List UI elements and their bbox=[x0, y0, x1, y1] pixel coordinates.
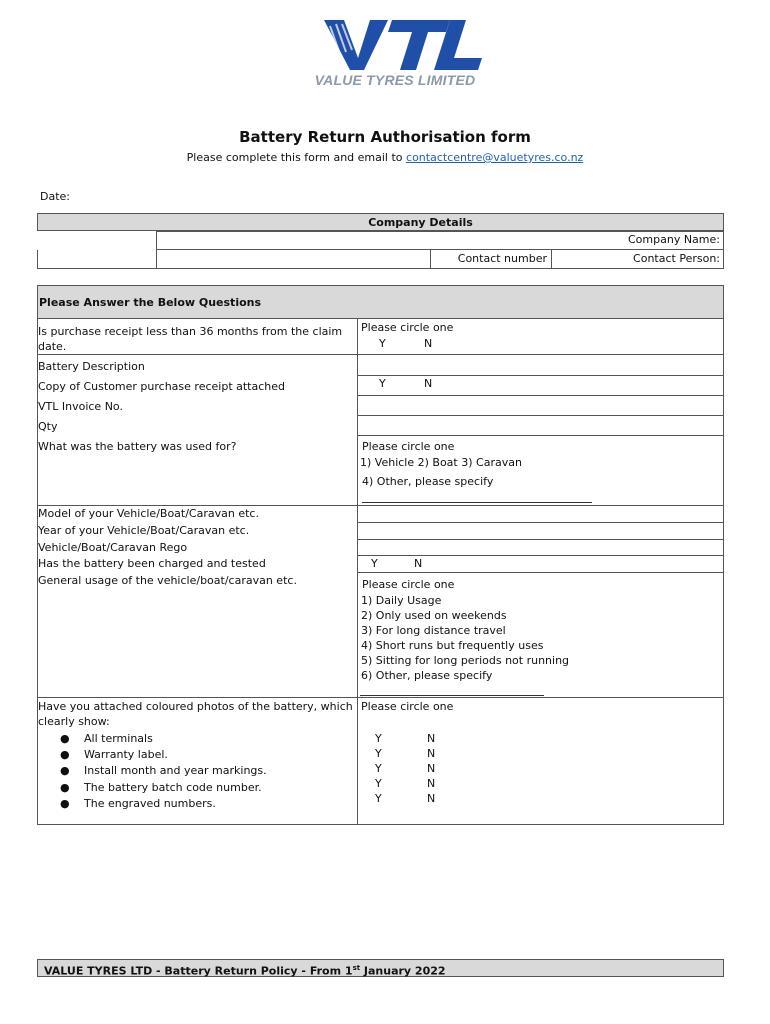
photo-item-label: All terminals bbox=[84, 732, 153, 745]
used-for-circle-label: Please circle one bbox=[362, 440, 455, 453]
row-divider bbox=[358, 572, 723, 573]
photo-item-label: The engraved numbers. bbox=[84, 796, 216, 810]
usage-option-3[interactable]: 3) For long distance travel bbox=[361, 624, 506, 637]
vtl-logo-graphic bbox=[300, 14, 490, 74]
bullet-icon: ● bbox=[60, 748, 70, 762]
row-divider bbox=[358, 435, 723, 436]
battery-description-field[interactable] bbox=[358, 355, 724, 375]
footer-text-end: January 2022 bbox=[360, 964, 446, 978]
photos-question bbox=[38, 699, 353, 729]
usage-option-5[interactable]: 5) Sitting for long periods not running bbox=[361, 654, 570, 667]
receipt-circle-label: Please circle one bbox=[361, 321, 454, 334]
photos-question-line1: Have you attached coloured photos of the battery, which bbox=[38, 700, 353, 713]
subtitle-text: Please complete this form and email to bbox=[186, 151, 407, 164]
photo-item bbox=[38, 796, 356, 812]
row-divider bbox=[358, 375, 723, 376]
year-field[interactable] bbox=[358, 523, 724, 539]
model-field[interactable] bbox=[358, 506, 724, 523]
photo-item-label: The battery batch code number. bbox=[84, 780, 262, 794]
receipt-question-line1: Is purchase receipt less than 36 months from the claim bbox=[38, 325, 343, 338]
usage-option-6[interactable]: 6) Other, please specify bbox=[361, 669, 493, 682]
receipt-attached-no[interactable]: N bbox=[424, 377, 433, 390]
company-details-heading: Company Details bbox=[37, 213, 724, 231]
photo-install-yes[interactable]: Y bbox=[375, 762, 382, 775]
used-for-options[interactable]: 1) Vehicle 2) Boat 3) Caravan bbox=[360, 456, 522, 469]
qty-label: Qty bbox=[38, 420, 58, 433]
policy-footer bbox=[37, 959, 724, 977]
row-divider bbox=[38, 697, 723, 698]
photos-circle-label: Please circle one bbox=[361, 700, 454, 713]
usage-question: General usage of the vehicle/boat/caravan etc. bbox=[38, 574, 297, 587]
rego-label: Vehicle/Boat/Caravan Rego bbox=[38, 541, 188, 554]
receipt-question bbox=[38, 324, 342, 354]
receipt-question-line2: date. bbox=[38, 340, 67, 353]
photo-item-list bbox=[38, 731, 356, 812]
receipt-attached-yes[interactable]: Y bbox=[379, 377, 386, 390]
photo-yes-column bbox=[375, 731, 382, 806]
date-label: Date: bbox=[40, 190, 70, 203]
contact-person-field[interactable] bbox=[157, 250, 430, 268]
bullet-icon: ● bbox=[60, 732, 70, 745]
charged-tested-no[interactable]: N bbox=[414, 557, 423, 570]
charged-tested-yes[interactable]: Y bbox=[371, 557, 378, 570]
form-subtitle bbox=[0, 151, 770, 164]
bullet-icon: ● bbox=[60, 796, 70, 810]
battery-description-label: Battery Description bbox=[38, 360, 145, 373]
used-for-specify-line[interactable] bbox=[362, 502, 592, 503]
receipt-yes[interactable]: Y bbox=[379, 337, 386, 350]
photo-item-label: Warranty label. bbox=[84, 748, 168, 762]
model-label: Model of your Vehicle/Boat/Caravan etc. bbox=[38, 507, 259, 520]
charged-tested-label: Has the battery been charged and tested bbox=[38, 557, 266, 570]
photo-item bbox=[38, 747, 356, 763]
logo-caption: VALUE TYRES LIMITED bbox=[314, 72, 476, 88]
photo-terminals-yes[interactable]: Y bbox=[375, 732, 382, 745]
qty-field[interactable] bbox=[358, 416, 724, 435]
usage-option-1[interactable]: 1) Daily Usage bbox=[361, 594, 442, 607]
photo-install-no[interactable]: N bbox=[427, 762, 436, 775]
photo-item bbox=[38, 780, 356, 796]
receipt-attached-label: Copy of Customer purchase receipt attached bbox=[38, 380, 286, 393]
photo-engraved-yes[interactable]: Y bbox=[375, 792, 382, 805]
photo-item-label: Install month and year markings. bbox=[84, 764, 267, 778]
invoice-label: VTL Invoice No. bbox=[38, 400, 123, 413]
row-divider bbox=[358, 555, 723, 556]
invoice-field[interactable] bbox=[358, 396, 724, 415]
questions-table bbox=[37, 319, 724, 825]
photo-item bbox=[38, 731, 356, 747]
photo-no-column bbox=[427, 731, 435, 806]
year-label: Year of your Vehicle/Boat/Caravan etc. bbox=[38, 524, 250, 537]
company-name-row bbox=[37, 231, 724, 250]
company-name-label: Company Name: bbox=[628, 233, 720, 246]
contact-email-link[interactable]: contactcentre@valuetyres.co.nz bbox=[406, 151, 584, 164]
rego-field[interactable] bbox=[358, 540, 724, 556]
form-title: Battery Return Authorisation form bbox=[239, 128, 531, 146]
usage-circle-label: Please circle one bbox=[362, 578, 455, 591]
photo-terminals-no[interactable]: N bbox=[427, 732, 436, 745]
usage-option-2[interactable]: 2) Only used on weekends bbox=[361, 609, 507, 622]
used-for-other[interactable]: 4) Other, please specify bbox=[362, 475, 494, 488]
footer-text: VALUE TYRES LTD - Battery Return Policy - From 1 bbox=[44, 964, 353, 978]
photos-question-line2: clearly show: bbox=[38, 715, 110, 728]
photo-batch-yes[interactable]: Y bbox=[375, 777, 382, 790]
contact-person-label: Contact Person: bbox=[633, 252, 720, 265]
photo-warranty-yes[interactable]: Y bbox=[375, 747, 382, 760]
bullet-icon: ● bbox=[60, 764, 70, 778]
footer-superscript: st bbox=[352, 964, 361, 972]
contact-number-field[interactable] bbox=[552, 250, 723, 268]
usage-specify-line[interactable] bbox=[360, 695, 544, 696]
photo-batch-no[interactable]: N bbox=[427, 777, 436, 790]
questions-heading: Please Answer the Below Questions bbox=[37, 285, 724, 319]
usage-option-4[interactable]: 4) Short runs but frequently uses bbox=[361, 639, 544, 652]
photo-item bbox=[38, 763, 356, 779]
contact-person-row bbox=[37, 250, 724, 269]
contact-number-label: Contact number bbox=[457, 252, 547, 265]
bullet-icon: ● bbox=[60, 780, 70, 794]
photo-engraved-no[interactable]: N bbox=[427, 792, 436, 805]
receipt-no[interactable]: N bbox=[424, 337, 433, 350]
used-for-question: What was the battery was used for? bbox=[38, 440, 237, 453]
photo-warranty-no[interactable]: N bbox=[427, 747, 436, 760]
